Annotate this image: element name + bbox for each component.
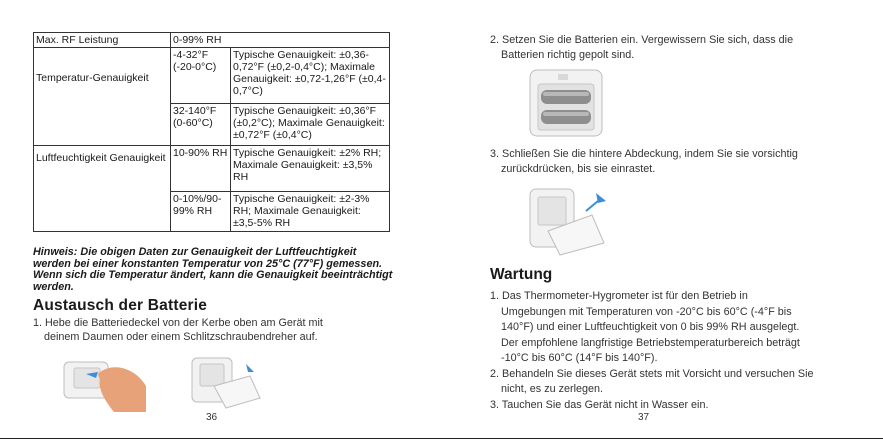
- spec-range: 0-99% RH: [171, 33, 390, 48]
- section-heading-maintenance: Wartung: [490, 266, 553, 283]
- table-row: [34, 33, 390, 48]
- step-1-line-1: 1. Hebe die Batteriedeckel von der Kerbe oben am Gerät mit: [33, 317, 323, 329]
- step-1: [33, 317, 393, 344]
- step-2-line-2: Batterien richtig gepolt sind.: [501, 48, 635, 61]
- step-3: [490, 147, 830, 176]
- table-row: [34, 48, 390, 104]
- list-item-line: 3. Tauchen Sie das Gerät nicht in Wasser ein.: [490, 398, 709, 411]
- table-row: [34, 146, 390, 192]
- list-item-line: 140°F) und einer Luftfeuchtigkeit von 0 bis 99% RH ausgelegt.: [501, 321, 800, 333]
- step-3-line-2: zurückdrücken, bis sie einrastet.: [501, 162, 656, 175]
- device-cover-open-illustration: [186, 354, 266, 410]
- list-item: [490, 289, 840, 367]
- closing-cover-illustration: [526, 185, 616, 257]
- list-item-line: nicht, es zu zerlegen.: [501, 383, 604, 395]
- spec-detail: Typische Genauigkeit: ±2-3% RH; Maximale Genauigkeit: ±3,5-5% RH: [231, 192, 390, 232]
- list-item-line: Der empfohlene langfristige Betriebstemperaturbereich beträgt: [501, 336, 800, 349]
- page-number: 37: [638, 412, 650, 423]
- list-item-line: Umgebungen mit Temperaturen von -20°C bis 60°C (-4°F bis: [501, 305, 792, 318]
- spec-detail: Typische Genauigkeit: ±0,36°F (±0,2°C); Maximale Genauigkeit: ±0,72°F (±0,4°C): [231, 104, 390, 146]
- spec-detail: Typische Genauigkeit: ±0,36-0,72°F (±0,2-0,4°C); Maximale Genauigkeit: ±0,72-1,26°F (±0,4-0,7°C): [231, 48, 390, 104]
- spec-range: 32-140°F (0-60°C): [171, 104, 231, 146]
- section-heading-battery: Austausch der Batterie: [33, 297, 208, 314]
- spec-table: [33, 32, 390, 232]
- thumb-opening-cover-illustration: [60, 356, 150, 412]
- spec-label: Max. RF Leistung: [34, 33, 171, 48]
- list-item-line: 1. Das Thermometer-Hygrometer ist für den Betrieb in: [490, 290, 748, 302]
- batteries-inserted-illustration: [528, 68, 604, 138]
- note-text: Hinweis: Die obigen Daten zur Genauigkeit der Luftfeuchtigkeit werden bei einer konstanten Temperatur von 25°C (77°F) gemessen. Wenn sich die Temperatur ändert, kann die Genauigkeit beeinträchtigt werden.: [33, 246, 393, 293]
- spec-label: Luftfeuchtigkeit Genauigkeit: [34, 146, 171, 232]
- spec-range: 0-10%/90-99% RH: [171, 192, 231, 232]
- list-item: [490, 367, 840, 398]
- page-bottom-rule: [0, 438, 883, 439]
- page-number: 36: [206, 412, 218, 423]
- maintenance-list: [490, 289, 840, 413]
- step-3-line-1: 3. Schließen Sie die hintere Abdeckung, indem Sie sie vorsichtig: [490, 148, 798, 160]
- list-item-line: 2. Behandeln Sie dieses Gerät stets mit Vorsicht und versuchen Sie: [490, 367, 814, 380]
- list-item-line: -10°C bis 60°C (14°F bis 140°F).: [501, 352, 658, 364]
- step-1-line-2: deinem Daumen oder einem Schlitzschraubendreher auf.: [44, 330, 318, 343]
- step-2-line-1: 2. Setzen Sie die Batterien ein. Vergewissern Sie sich, dass die: [490, 34, 794, 46]
- spec-detail: Typische Genauigkeit: ±2% RH; Maximale Genauigkeit: ±3,5% RH: [231, 146, 390, 192]
- spec-label: Temperatur-Genauigkeit: [34, 48, 171, 146]
- step-2: [490, 33, 830, 62]
- spec-range: -4-32°F (-20-0°C): [171, 48, 231, 104]
- spec-range: 10-90% RH: [171, 146, 231, 192]
- list-item: [490, 398, 840, 414]
